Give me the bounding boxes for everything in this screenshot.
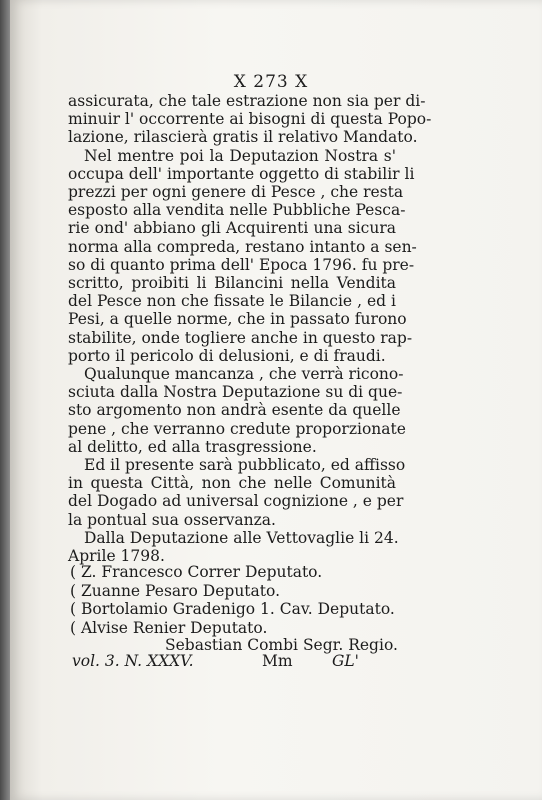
text-line: lazione, rilascierà gratis il relativo Mandato.	[68, 128, 418, 147]
secretary-signature: Sebastian Combi Segr. Regio.	[165, 636, 398, 654]
text-line: prezzi per ogni genere di Pesce , che resta	[68, 183, 404, 202]
text-line: Dalla Deputazione alle Vettovaglie li 24.	[84, 528, 399, 547]
catchword: GL'	[332, 652, 359, 670]
text-line: scritto, proibiti li Bilancini nella Vendita	[68, 274, 396, 293]
signatories-list	[70, 563, 400, 637]
paragraph	[68, 92, 432, 147]
text-line: Qualunque mancanza , che verrà ricono-	[84, 365, 404, 384]
paragraph	[68, 456, 406, 529]
text-line: minuir l' occorrente ai bisogni di questa Popo-	[68, 110, 432, 129]
body-text	[68, 92, 432, 566]
paragraph	[68, 365, 406, 456]
text-line: Nel mentre poi la Deputazion Nostra s'	[84, 146, 396, 165]
text-line: sciuta dalla Nostra Deputazione su di que-	[68, 383, 403, 402]
text-line: sto argomento non andrà esente da quelle	[68, 401, 401, 420]
text-line: esposto alla vendita nelle Pubbliche Pesca-	[68, 201, 406, 220]
text-line: assicurata, che tale estrazione non sia per di-	[68, 92, 426, 110]
text-line: rie ond' abbiano gli Acquirenti una sicura	[68, 219, 396, 238]
text-line: Aprile 1798.	[68, 547, 165, 566]
text-line: al delitto, ed alla trasgressione.	[68, 437, 317, 456]
page-number: X 273 X	[233, 72, 309, 92]
signatory: ( Alvise Renier Deputato.	[70, 618, 268, 637]
signatory: ( Bortolamio Gradenigo 1. Cav. Deputato.	[70, 600, 395, 618]
date-line	[68, 528, 399, 566]
signatory: ( Zuanne Pesaro Deputato.	[70, 581, 280, 600]
signatory: ( Z. Francesco Correr Deputato.	[70, 563, 323, 581]
text-line: del Dogado ad universal cognizione , e per	[68, 492, 404, 511]
text-line: porto il pericolo di delusioni, e di fraudi.	[68, 346, 386, 365]
signature-mark: Mm	[262, 652, 293, 670]
text-line: so di quanto prima dell' Epoca 1796. fu pre-	[68, 255, 415, 274]
text-line: norma alla compreda, restano intanto a sen-	[68, 237, 417, 256]
text-line: Ed il presente sarà pubblicato, ed affisso	[84, 456, 406, 475]
text-line: stabilite, onde togliere anche in questo rap-	[68, 328, 413, 347]
paragraph	[68, 146, 417, 365]
book-spine-shadow	[0, 0, 10, 800]
text-line: del Pesce non che fissate le Bilancie , ed i	[68, 292, 396, 311]
text-line: la pontual sua osservanza.	[68, 510, 276, 529]
text-line: occupa dell' importante oggetto di stabilir li	[68, 164, 415, 183]
text-line: pene , che verranno credute proporzionate	[68, 419, 406, 438]
volume-reference: vol. 3. N. XXXV.	[72, 652, 194, 670]
text-line: Pesi, a quelle norme, che in passato furono	[68, 310, 407, 329]
text-line: in questa Città, non che nelle Comunità	[68, 474, 396, 493]
